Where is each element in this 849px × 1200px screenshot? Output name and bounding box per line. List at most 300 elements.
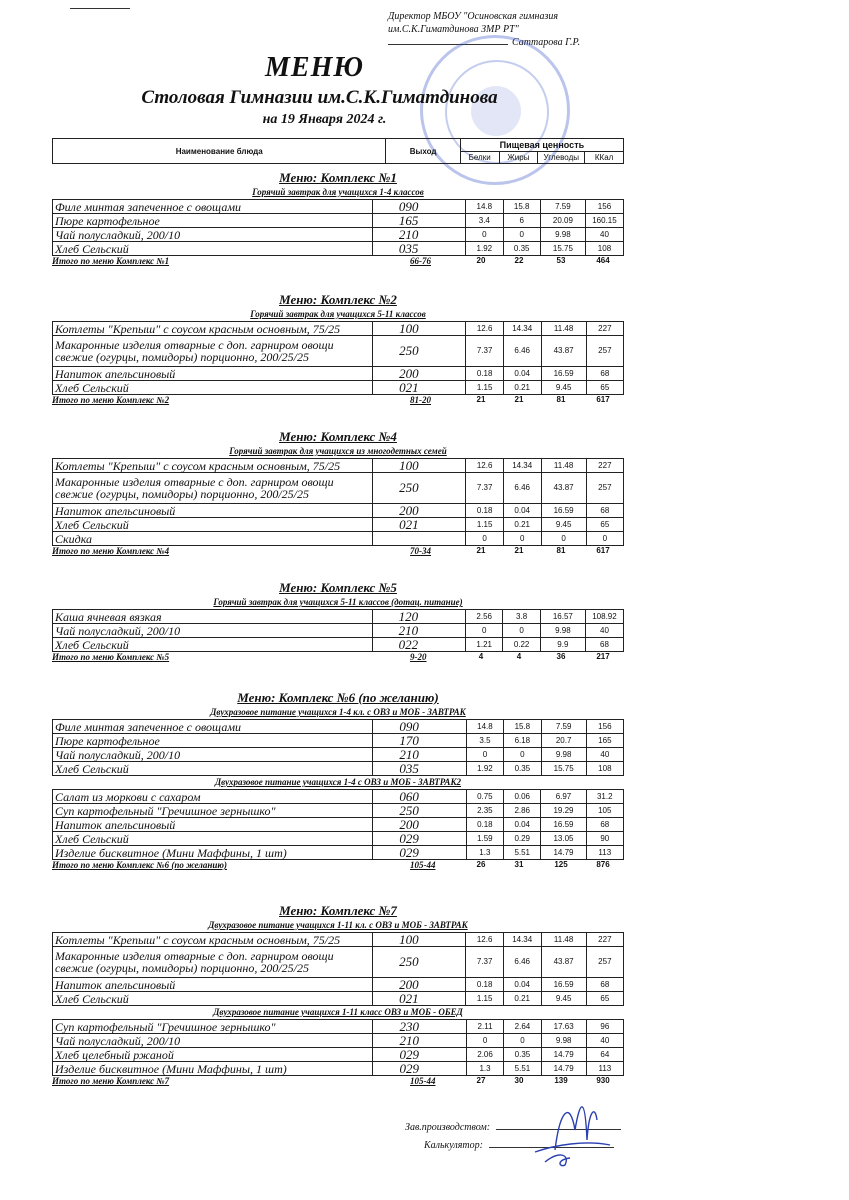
table-row xyxy=(53,367,624,381)
total-value: 4 xyxy=(516,652,522,661)
nutrition-value: 0.04 xyxy=(504,818,541,832)
nutrition-value: 6.97 xyxy=(541,790,586,804)
nutrition-value: 14.79 xyxy=(541,1062,586,1076)
nutrition-value: 11.48 xyxy=(541,459,586,473)
nutrition-value: 2.11 xyxy=(466,1020,503,1034)
nutrition-value: 40 xyxy=(586,748,623,762)
group-subtitle: Горячий завтрак для учащихся из многодетных семей xyxy=(229,446,447,456)
nutrition-value: 160.15 xyxy=(585,214,623,228)
nutrition-value: 20.7 xyxy=(541,734,586,748)
table-row xyxy=(53,242,624,256)
table-row xyxy=(53,1062,624,1076)
total-value: 20 xyxy=(476,256,486,265)
nutrition-value: 0 xyxy=(503,624,540,638)
header-col-kcal: ККал xyxy=(585,151,624,164)
nutrition-value: 0.29 xyxy=(504,832,541,846)
menu-table xyxy=(52,321,624,395)
nutrition-value: 13.05 xyxy=(541,832,586,846)
nutrition-value: 2.86 xyxy=(504,804,541,818)
total-label: Итого по меню Комплекс №7 xyxy=(52,1076,170,1086)
nutrition-value: 17.63 xyxy=(541,1020,586,1034)
table-header xyxy=(52,138,624,164)
total-output: 70-34 xyxy=(410,546,431,556)
table-row xyxy=(53,804,624,818)
dish-output: 021 xyxy=(373,518,466,532)
total-value: 53 xyxy=(556,256,566,265)
nutrition-value: 16.59 xyxy=(541,504,586,518)
dish-output: 210 xyxy=(372,624,465,638)
table-row xyxy=(53,933,624,947)
dish-name: Каша ячневая вязкая xyxy=(53,610,373,624)
section-title: Меню: Комплекс №4 xyxy=(279,429,397,444)
nutrition-value: 16.59 xyxy=(541,818,586,832)
nutrition-value: 5.51 xyxy=(504,846,541,860)
nutrition-value: 7.37 xyxy=(466,473,503,504)
dish-name: Филе минтая запеченное с овощами xyxy=(53,720,373,734)
dish-name: Чай полусладкий, 200/10 xyxy=(53,624,373,638)
dish-name: Чай полусладкий, 200/10 xyxy=(53,228,373,242)
nutrition-value: 0 xyxy=(466,748,503,762)
nutrition-value: 14.79 xyxy=(541,1048,586,1062)
total-output: 105-44 xyxy=(410,1076,436,1086)
total-value: 27 xyxy=(476,1076,486,1085)
header-name: Наименование блюда xyxy=(53,139,386,164)
total-output: 105-44 xyxy=(410,860,436,870)
total-value: 21 xyxy=(476,546,486,555)
dish-output: 100 xyxy=(373,459,466,473)
nutrition-value: 31.2 xyxy=(586,790,623,804)
section-title: Меню: Комплекс №6 (по желанию) xyxy=(237,690,439,705)
nutrition-value: 43.87 xyxy=(541,336,586,367)
dish-name: Котлеты "Крепыш" с соусом красным основным, 75/25 xyxy=(53,322,373,336)
nutrition-value: 96 xyxy=(586,1020,623,1034)
dish-output: 035 xyxy=(372,242,465,256)
nutrition-value: 0 xyxy=(541,532,586,546)
table-row xyxy=(53,518,624,532)
dish-output: 029 xyxy=(373,1048,466,1062)
nutrition-value: 1.92 xyxy=(466,762,503,776)
total-value: 4 xyxy=(478,652,484,661)
total-value: 21 xyxy=(476,395,486,404)
table-row xyxy=(53,947,624,978)
group-subtitle: Горячий завтрак для учащихся 5-11 классов (дотац. питание) xyxy=(213,597,463,607)
nutrition-value: 64 xyxy=(586,1048,623,1062)
dish-name: Хлеб Сельский xyxy=(53,762,373,776)
nutrition-value: 12.6 xyxy=(466,933,503,947)
dish-output: 250 xyxy=(373,804,466,818)
dish-output: 060 xyxy=(373,790,466,804)
nutrition-value: 15.75 xyxy=(540,242,585,256)
nutrition-value: 1.21 xyxy=(466,638,503,652)
total-output: 9-20 xyxy=(410,652,427,662)
dish-name: Хлеб Сельский xyxy=(53,992,373,1006)
nutrition-value: 11.48 xyxy=(541,322,586,336)
section-total xyxy=(52,395,624,407)
total-value: 876 xyxy=(596,860,610,869)
table-row xyxy=(53,1048,624,1062)
table-row xyxy=(53,336,624,367)
menu-table xyxy=(52,719,624,776)
nutrition-value: 257 xyxy=(586,336,623,367)
dish-output: 029 xyxy=(373,846,466,860)
nutrition-value: 0.04 xyxy=(503,978,541,992)
nutrition-value: 40 xyxy=(585,228,623,242)
dish-name: Котлеты "Крепыш" с соусом красным основным, 75/25 xyxy=(53,933,373,947)
nutrition-value: 6.46 xyxy=(503,336,541,367)
nutrition-value: 40 xyxy=(586,1034,623,1048)
nutrition-value: 14.79 xyxy=(541,846,586,860)
dish-output: 170 xyxy=(373,734,466,748)
nutrition-value: 0.18 xyxy=(466,504,503,518)
table-row xyxy=(53,228,624,242)
group-subtitle: Двухразовое питание учащихся 1-11 класс ОВЗ и МОБ - ОБЕД xyxy=(213,1007,463,1017)
table-row xyxy=(53,214,624,228)
dish-output: 100 xyxy=(373,322,466,336)
nutrition-value: 14.34 xyxy=(503,459,541,473)
dish-output: 090 xyxy=(373,720,466,734)
menu-table xyxy=(52,199,624,256)
menu-table xyxy=(52,1019,624,1076)
nutrition-value: 16.57 xyxy=(540,610,585,624)
nutrition-value: 14.8 xyxy=(466,200,503,214)
dish-name: Хлеб Сельский xyxy=(53,638,373,652)
nutrition-value: 7.37 xyxy=(466,336,503,367)
table-row xyxy=(53,504,624,518)
approval-signer: Саттарова Г.Р. xyxy=(512,37,581,48)
nutrition-value: 1.3 xyxy=(466,1062,503,1076)
approval-line-2: им.С.К.Гиматдинова ЗМР РТ" xyxy=(388,24,519,35)
total-value: 21 xyxy=(514,546,524,555)
dish-name: Хлеб целебный ржаной xyxy=(53,1048,373,1062)
nutrition-value: 0.04 xyxy=(503,367,541,381)
nutrition-value: 16.59 xyxy=(541,978,586,992)
section-total xyxy=(52,256,624,268)
dish-name: Изделие бисквитное (Мини Маффины, 1 шт) xyxy=(53,846,373,860)
total-value: 930 xyxy=(596,1076,610,1085)
menu-section xyxy=(52,170,624,268)
nutrition-value: 65 xyxy=(586,381,623,395)
approval-line-1: Директор МБОУ "Осиновская гимназия xyxy=(388,11,559,22)
nutrition-value: 0 xyxy=(504,748,541,762)
total-label: Итого по меню Комплекс №1 xyxy=(52,256,170,266)
nutrition-value: 108.92 xyxy=(585,610,623,624)
section-title: Меню: Комплекс №2 xyxy=(279,292,397,307)
nutrition-value: 65 xyxy=(586,992,623,1006)
nutrition-value: 2.64 xyxy=(504,1020,541,1034)
nutrition-value: 14.34 xyxy=(503,322,541,336)
table-row xyxy=(53,381,624,395)
nutrition-value: 2.35 xyxy=(466,804,503,818)
nutrition-value: 14.34 xyxy=(503,933,541,947)
nutrition-value: 68 xyxy=(586,818,623,832)
menu-section xyxy=(52,903,624,1088)
dish-output: 165 xyxy=(372,214,465,228)
total-value: 30 xyxy=(514,1076,524,1085)
group-subtitle: Двухразовое питание учащихся 1-11 кл. с ОВЗ и МОБ - ЗАВТРАК xyxy=(208,920,468,930)
dish-name: Макаронные изделия отварные с доп. гарниром овощи свежие (огурцы, помидоры) порционно, 200/25/25 xyxy=(53,336,373,367)
nutrition-value: 6.18 xyxy=(504,734,541,748)
table-row xyxy=(53,818,624,832)
nutrition-value: 227 xyxy=(586,933,623,947)
table-row xyxy=(53,762,624,776)
dish-output: 230 xyxy=(373,1020,466,1034)
dish-name: Хлеб Сельский xyxy=(53,381,373,395)
dish-output: 200 xyxy=(373,367,466,381)
dish-name: Чай полусладкий, 200/10 xyxy=(53,1034,373,1048)
dish-output: 029 xyxy=(373,832,466,846)
nutrition-value: 7.37 xyxy=(466,947,503,978)
dish-name: Хлеб Сельский xyxy=(53,832,373,846)
nutrition-value: 3.8 xyxy=(503,610,540,624)
nutrition-value: 0.18 xyxy=(466,367,503,381)
nutrition-value: 0.18 xyxy=(466,978,503,992)
total-value: 31 xyxy=(514,860,524,869)
footer-calculator-label: Калькулятор: xyxy=(424,1140,483,1151)
nutrition-value: 0.06 xyxy=(504,790,541,804)
nutrition-value: 9.98 xyxy=(540,624,585,638)
dish-name: Филе минтая запеченное с овощами xyxy=(53,200,373,214)
dish-output: 021 xyxy=(373,381,466,395)
dish-output: 035 xyxy=(373,762,466,776)
group-subtitle: Горячий завтрак для учащихся 1-4 классов xyxy=(252,187,424,197)
nutrition-value: 0.35 xyxy=(504,1048,541,1062)
dish-name: Пюре картофельное xyxy=(53,734,373,748)
table-row xyxy=(53,1020,624,1034)
table-row xyxy=(53,992,624,1006)
nutrition-value: 3.5 xyxy=(466,734,503,748)
dish-name: Хлеб Сельский xyxy=(53,518,373,532)
total-output: 81-20 xyxy=(410,395,431,405)
menu-section xyxy=(52,690,624,872)
dish-name: Чай полусладкий, 200/10 xyxy=(53,748,373,762)
table-row xyxy=(53,978,624,992)
dish-name: Пюре картофельное xyxy=(53,214,373,228)
table-row xyxy=(53,734,624,748)
total-label: Итого по меню Комплекс №5 xyxy=(52,652,170,662)
nutrition-value: 43.87 xyxy=(541,473,586,504)
menu-section xyxy=(52,292,624,407)
nutrition-value: 12.6 xyxy=(466,459,503,473)
nutrition-value: 9.98 xyxy=(541,748,586,762)
nutrition-value: 40 xyxy=(585,624,623,638)
total-value: 81 xyxy=(556,546,566,555)
nutrition-value: 2.56 xyxy=(466,610,503,624)
nutrition-value: 108 xyxy=(586,762,623,776)
dish-output xyxy=(373,532,466,546)
dish-name: Напиток апельсиновый xyxy=(53,978,373,992)
total-value: 26 xyxy=(476,860,486,869)
nutrition-value: 3.4 xyxy=(466,214,503,228)
dish-name: Хлеб Сельский xyxy=(53,242,373,256)
nutrition-value: 0 xyxy=(466,624,503,638)
nutrition-value: 0.18 xyxy=(466,818,503,832)
header-col-carbs: Углеводы xyxy=(538,151,585,164)
nutrition-value: 105 xyxy=(586,804,623,818)
table-row xyxy=(53,846,624,860)
table-row xyxy=(53,638,624,652)
header-output: Выход xyxy=(386,139,460,164)
nutrition-value: 0.21 xyxy=(503,381,541,395)
nutrition-value: 1.3 xyxy=(466,846,503,860)
dish-output: 090 xyxy=(372,200,465,214)
section-total xyxy=(52,652,624,664)
section-title: Меню: Комплекс №5 xyxy=(279,580,397,595)
nutrition-value: 20.09 xyxy=(540,214,585,228)
nutrition-value: 1.92 xyxy=(466,242,503,256)
table-row xyxy=(53,200,624,214)
nutrition-value: 68 xyxy=(586,978,623,992)
dish-output: 250 xyxy=(373,947,466,978)
table-row xyxy=(53,624,624,638)
dish-name: Макаронные изделия отварные с доп. гарниром овощи свежие (огурцы, помидоры) порционно, 200/25/25 xyxy=(53,473,373,504)
total-value: 464 xyxy=(596,256,610,265)
total-value: 217 xyxy=(596,652,610,661)
dish-name: Напиток апельсиновый xyxy=(53,818,373,832)
nutrition-value: 12.6 xyxy=(466,322,503,336)
table-row xyxy=(53,790,624,804)
nutrition-value: 0.22 xyxy=(503,638,540,652)
nutrition-value: 9.98 xyxy=(541,1034,586,1048)
dish-output: 250 xyxy=(373,473,466,504)
page-subtitle: Столовая Гимназии им.С.К.Гиматдинова xyxy=(141,87,498,108)
nutrition-value: 0.21 xyxy=(503,518,541,532)
section-title: Меню: Комплекс №7 xyxy=(279,903,397,918)
dish-name: Изделие бисквитное (Мини Маффины, 1 шт) xyxy=(53,1062,373,1076)
group-subtitle: Двухразовое питание учащихся 1-4 с ОВЗ и МОБ - ЗАВТРАК2 xyxy=(214,777,462,787)
nutrition-value: 11.48 xyxy=(541,933,586,947)
total-output: 66-76 xyxy=(410,256,431,266)
nutrition-value: 257 xyxy=(586,473,623,504)
nutrition-value: 0 xyxy=(504,1034,541,1048)
nutrition-value: 0.75 xyxy=(466,790,503,804)
table-row xyxy=(53,473,624,504)
total-value: 617 xyxy=(596,395,610,404)
nutrition-value: 227 xyxy=(586,459,623,473)
table-row xyxy=(53,748,624,762)
dish-name: Макаронные изделия отварные с доп. гарниром овощи свежие (огурцы, помидоры) порционно, 200/25/25 xyxy=(53,947,373,978)
nutrition-value: 9.45 xyxy=(541,518,586,532)
table-row xyxy=(53,459,624,473)
nutrition-value: 9.45 xyxy=(541,992,586,1006)
section-total xyxy=(52,1076,624,1088)
nutrition-value: 0.04 xyxy=(503,504,541,518)
total-label: Итого по меню Комплекс №6 (по желанию) xyxy=(52,860,227,870)
nutrition-value: 65 xyxy=(586,518,623,532)
menu-table xyxy=(52,458,624,546)
table-row xyxy=(53,322,624,336)
total-value: 22 xyxy=(514,256,524,265)
header-col-protein: Белки xyxy=(460,151,499,164)
table-row xyxy=(53,720,624,734)
table-row xyxy=(53,832,624,846)
dish-output: 200 xyxy=(373,978,466,992)
table-row xyxy=(53,532,624,546)
dish-output: 200 xyxy=(373,818,466,832)
header-col-fat: Жиры xyxy=(499,151,538,164)
nutrition-value: 7.59 xyxy=(540,200,585,214)
nutrition-value: 165 xyxy=(586,734,623,748)
dish-output: 100 xyxy=(373,933,466,947)
dish-output: 021 xyxy=(373,992,466,1006)
dish-name: Салат из моркови с сахаром xyxy=(53,790,373,804)
nutrition-value: 2.06 xyxy=(466,1048,503,1062)
dish-name: Напиток апельсиновый xyxy=(53,367,373,381)
dish-output: 120 xyxy=(372,610,465,624)
menu-table xyxy=(52,932,624,1006)
page-title: МЕНЮ xyxy=(265,52,364,83)
nutrition-value: 0.35 xyxy=(504,762,541,776)
nutrition-value: 15.8 xyxy=(504,720,541,734)
section-title: Меню: Комплекс №1 xyxy=(279,170,397,185)
nutrition-value: 9.45 xyxy=(541,381,586,395)
total-label: Итого по меню Комплекс №4 xyxy=(52,546,170,556)
dish-name: Суп картофельный "Гречишное зернышко" xyxy=(53,804,373,818)
footer-production-label: Зав.производством: xyxy=(405,1122,491,1133)
dish-name: Напиток апельсиновый xyxy=(53,504,373,518)
nutrition-value: 156 xyxy=(586,720,623,734)
nutrition-value: 6.46 xyxy=(503,473,541,504)
header-nutrition: Пищевая ценность xyxy=(460,139,623,152)
nutrition-value: 0 xyxy=(466,228,503,242)
nutrition-value: 0.35 xyxy=(503,242,540,256)
nutrition-value: 43.87 xyxy=(541,947,586,978)
nutrition-value: 15.8 xyxy=(503,200,540,214)
nutrition-value: 0 xyxy=(466,532,503,546)
nutrition-value: 108 xyxy=(585,242,623,256)
nutrition-value: 113 xyxy=(586,1062,623,1076)
dish-name: Котлеты "Крепыш" с соусом красным основным, 75/25 xyxy=(53,459,373,473)
dish-output: 022 xyxy=(372,638,465,652)
dish-output: 210 xyxy=(373,748,466,762)
group-subtitle: Двухразовое питание учащихся 1-4 кл. с ОВЗ и МОБ - ЗАВТРАК xyxy=(210,707,466,717)
page-date: на 19 Января 2024 г. xyxy=(262,112,387,127)
total-value: 139 xyxy=(554,1076,568,1085)
nutrition-value: 14.8 xyxy=(466,720,503,734)
total-value: 125 xyxy=(554,860,568,869)
section-total xyxy=(52,860,624,872)
nutrition-value: 1.59 xyxy=(466,832,503,846)
menu-table xyxy=(52,789,624,860)
nutrition-value: 1.15 xyxy=(466,518,503,532)
nutrition-value: 16.59 xyxy=(541,367,586,381)
top-rule xyxy=(70,8,130,9)
nutrition-value: 68 xyxy=(586,367,623,381)
nutrition-value: 1.15 xyxy=(466,992,503,1006)
total-value: 21 xyxy=(514,395,524,404)
nutrition-value: 1.15 xyxy=(466,381,503,395)
nutrition-value: 156 xyxy=(585,200,623,214)
nutrition-value: 19.29 xyxy=(541,804,586,818)
nutrition-value: 0 xyxy=(503,532,541,546)
nutrition-value: 5.51 xyxy=(504,1062,541,1076)
menu-section xyxy=(52,429,624,558)
total-label: Итого по меню Комплекс №2 xyxy=(52,395,170,405)
dish-output: 029 xyxy=(373,1062,466,1076)
nutrition-value: 0 xyxy=(466,1034,503,1048)
section-total xyxy=(52,546,624,558)
menu-section xyxy=(52,580,624,664)
nutrition-value: 90 xyxy=(586,832,623,846)
menu-table xyxy=(52,609,624,652)
nutrition-value: 113 xyxy=(586,846,623,860)
dish-name: Суп картофельный "Гречишное зернышко" xyxy=(53,1020,373,1034)
nutrition-value: 68 xyxy=(586,504,623,518)
signature-icon xyxy=(525,1090,615,1170)
nutrition-value: 257 xyxy=(586,947,623,978)
nutrition-value: 6.46 xyxy=(503,947,541,978)
total-value: 617 xyxy=(596,546,610,555)
nutrition-value: 9.9 xyxy=(540,638,585,652)
